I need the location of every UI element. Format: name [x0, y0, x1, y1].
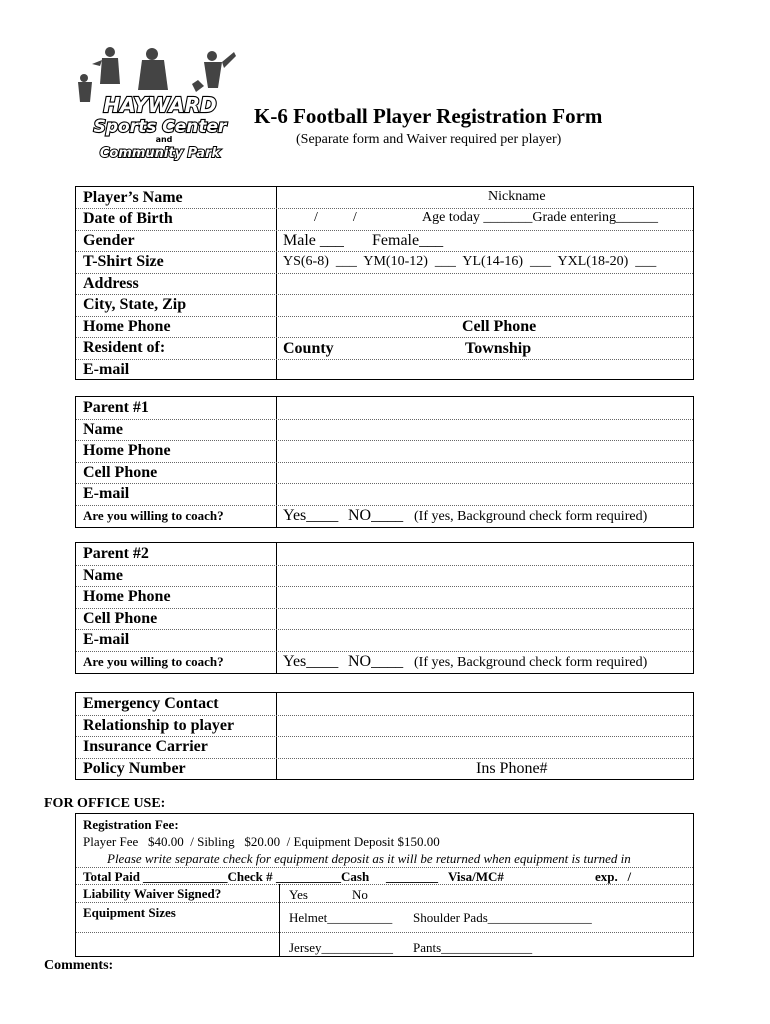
parent2-coach-yes[interactable]: Yes____: [283, 653, 339, 670]
shoulder-pads-field[interactable]: Shoulder Pads________________: [413, 910, 592, 925]
logo-text-community-park: Community Park: [99, 146, 221, 161]
parent1-background-note: (If yes, Background check form required): [414, 509, 648, 524]
county-label: County: [283, 340, 334, 357]
gender-female-option[interactable]: Female___: [372, 232, 444, 249]
insurance-carrier-label: Insurance Carrier: [83, 738, 208, 755]
parent2-heading: Parent #2: [83, 545, 149, 562]
row-line: [76, 316, 693, 317]
row-line: [76, 586, 693, 587]
row-line: [76, 359, 693, 360]
township-label: Township: [465, 340, 532, 357]
parent1-section: [75, 396, 694, 528]
row-line: [76, 419, 693, 420]
parent2-cell-phone-label: Cell Phone: [83, 610, 158, 627]
check-number-field[interactable]: _____________Check #: [143, 869, 273, 884]
deposit-note: Please write separate check for equipment deposit as it will be returned when equipment is turned in: [107, 851, 631, 866]
age-grade-field[interactable]: Age today _______Grade entering______: [422, 210, 658, 225]
email-label: E-mail: [83, 361, 130, 378]
form-subtitle: (Separate form and Waiver required per player): [296, 132, 562, 147]
logo-text-hayward: HAYWARD: [103, 93, 217, 117]
registration-fee-label: Registration Fee:: [83, 817, 179, 832]
cash-field[interactable]: __________Cash: [276, 869, 370, 884]
parent2-section: [75, 542, 694, 674]
cash-amount-field[interactable]: ________: [386, 869, 438, 884]
parent2-coach-question: Are you willing to coach?: [83, 654, 224, 669]
row-line: [76, 440, 693, 441]
parent2-name-label: Name: [83, 567, 123, 584]
parent1-email-label: E-mail: [83, 485, 130, 502]
nickname-label: Nickname: [488, 189, 546, 204]
column-divider: [276, 187, 277, 379]
total-paid-label: Total Paid: [83, 869, 140, 884]
row-line: [76, 651, 693, 652]
row-line: [76, 902, 693, 903]
row-line: [76, 230, 693, 231]
gender-label: Gender: [83, 232, 135, 249]
date-of-birth-label: Date of Birth: [83, 210, 173, 227]
row-line: [76, 462, 693, 463]
parent1-home-phone-label: Home Phone: [83, 442, 171, 459]
row-line: [76, 208, 693, 209]
waiver-signed-label: Liability Waiver Signed?: [83, 886, 222, 901]
resident-of-label: Resident of:: [83, 339, 166, 356]
ins-phone-label: Ins Phone#: [476, 760, 548, 777]
row-line: [76, 483, 693, 484]
equipment-sizes-label: Equipment Sizes: [83, 905, 176, 920]
player-name-label: Player’s Name: [83, 189, 183, 206]
jersey-field[interactable]: Jersey___________: [289, 940, 393, 955]
logo-text-sports-center: Sports Center: [93, 117, 227, 137]
row-line: [76, 758, 693, 759]
city-state-zip-label: City, State, Zip: [83, 296, 187, 313]
player-section: [75, 186, 694, 380]
parent2-email-label: E-mail: [83, 631, 130, 648]
comments-label: Comments:: [44, 958, 114, 973]
row-line: [76, 505, 693, 506]
fee-schedule: Player Fee $40.00 / Sibling $20.00 / Equipment Deposit $150.00: [83, 834, 440, 849]
row-line: [76, 273, 693, 274]
row-line: [76, 932, 693, 933]
row-line: [76, 251, 693, 252]
row-line: [76, 608, 693, 609]
parent1-name-label: Name: [83, 421, 123, 438]
office-section: [75, 813, 694, 957]
dob-field[interactable]: / /: [314, 210, 357, 225]
form-title: K-6 Football Player Registration Form: [254, 104, 603, 128]
pants-field[interactable]: Pants______________: [413, 940, 533, 955]
row-line: [76, 337, 693, 338]
parent1-coach-question: Are you willing to coach?: [83, 508, 224, 523]
parent1-coach-no[interactable]: NO____: [348, 507, 404, 524]
relationship-label: Relationship to player: [83, 717, 235, 734]
policy-number-label: Policy Number: [83, 760, 186, 777]
emergency-section: [75, 692, 694, 780]
waiver-no-option[interactable]: No: [352, 887, 368, 902]
row-line: [76, 565, 693, 566]
column-divider: [279, 884, 280, 956]
row-line: [76, 294, 693, 295]
row-line: [76, 715, 693, 716]
parent2-home-phone-label: Home Phone: [83, 588, 171, 605]
address-label: Address: [83, 275, 139, 292]
row-line: [76, 867, 693, 868]
parent1-heading: Parent #1: [83, 399, 149, 416]
office-use-heading: FOR OFFICE USE:: [44, 796, 166, 811]
parent1-coach-yes[interactable]: Yes____: [283, 507, 339, 524]
helmet-field[interactable]: Helmet__________: [289, 910, 393, 925]
gender-male-option[interactable]: Male ___: [283, 232, 344, 249]
cell-phone-label: Cell Phone: [462, 318, 537, 335]
emergency-contact-label: Emergency Contact: [83, 695, 219, 712]
home-phone-label: Home Phone: [83, 318, 171, 335]
logo-text-and: and: [155, 135, 173, 144]
parent2-background-note: (If yes, Background check form required): [414, 655, 648, 670]
tshirt-size-options[interactable]: YS(6-8) ___ YM(10-12) ___ YL(14-16) ___ YXL(18-20) ___: [283, 254, 657, 269]
sports-center-logo: [72, 44, 242, 174]
row-line: [76, 736, 693, 737]
parent1-cell-phone-label: Cell Phone: [83, 464, 158, 481]
waiver-yes-option[interactable]: Yes: [289, 887, 308, 902]
tshirt-size-label: T-Shirt Size: [83, 253, 164, 270]
row-line: [76, 629, 693, 630]
parent2-coach-no[interactable]: NO____: [348, 653, 404, 670]
expiration-field[interactable]: exp. /: [595, 869, 632, 884]
visa-mc-field[interactable]: Visa/MC#: [448, 869, 504, 884]
